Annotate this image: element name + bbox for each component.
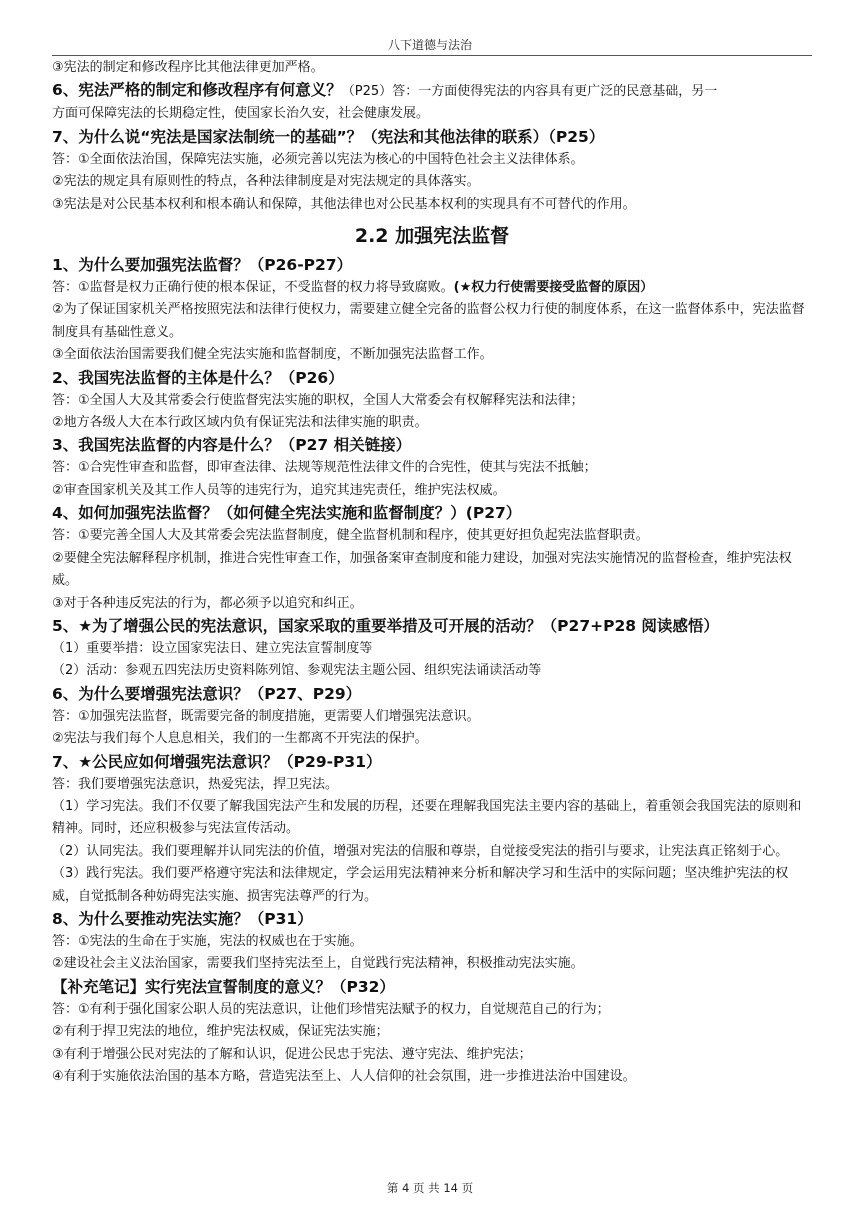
section-title: 2.2 加强宪法监督 (354, 225, 510, 248)
document-body (52, 57, 812, 1088)
header-divider (52, 55, 812, 56)
answer-line: ②宪法的规定具有原则性的特点，各种法律制度是对宪法规定的具体落实。 (52, 174, 480, 190)
question-heading: 7、为什么说“宪法是国家法制统一的基础”？（宪法和其他法律的联系）（P25） (52, 127, 605, 146)
answer-line: ②审查国家机关及其工作人员等的违宪行为，追究其违宪责任，维护宪法权威。 (52, 482, 506, 498)
page-number: 第 4 页 共 14 页 (386, 1181, 474, 1195)
answer-paragraph: （3）践行宪法。我们要严格遵守宪法和法律规定，学会运用宪法精神来分析和解决学习和生活中的实际问题；坚决维护宪法的权威，自觉抵制各种妨碍宪法实施、损害宪法尊严的行为。 (52, 866, 789, 904)
answer-line: ③有利于增强公民对宪法的了解和认识，促进公民忠于宪法、遵守宪法、维护宪法； (52, 1046, 532, 1062)
answer-line: 答：①宪法的生命在于实施，宪法的权威也在于实施。 (52, 933, 363, 949)
answer-line: ②建设社会主义法治国家，需要我们坚持宪法至上，自觉践行宪法精神，积极推动宪法实施。 (52, 956, 584, 972)
question-heading: 5、★为了增强公民的宪法意识，国家采取的重要举措及可开展的活动？（P27+P28 阅读感悟） (52, 616, 719, 635)
answer-line: ③全面依法治国需要我们健全宪法实施和监督制度，不断加强宪法监督工作。 (52, 347, 493, 363)
supplement-heading: 【补充笔记】实行宪法宣誓制度的意义？（P32） (52, 977, 395, 996)
answer-line: 答：①全国人大及其常委会行使监督宪法实施的职权，全国人大常委会有权解释宪法和法律； (52, 392, 584, 408)
answer-line: （2）活动：参观五四宪法历史资料陈列馆、参观宪法主题公园、组织宪法诵读活动等 (52, 663, 542, 679)
answer-line: ③对于各种违反宪法的行为，都必须予以追究和纠正。 (52, 595, 363, 611)
answer-line (52, 277, 812, 299)
answer-line: 答：我们要增强宪法意识，热爱宪法，捍卫宪法。 (52, 776, 339, 792)
question-heading: 6、为什么要增强宪法意识？（P27、P29） (52, 684, 362, 703)
question-title: 6、宪法严格的制定和修改程序有何意义？ (52, 81, 342, 100)
answer-line: 答：①有利于强化国家公职人员的宪法意识，让他们珍惜宪法赋予的权力，自觉规范自己的行为； (52, 1001, 610, 1017)
answer-paragraph: ②为了保证国家机关严格按照宪法和法律行使权力，需要建立健全完备的监督公权力行使的制度体系，在这一监督体系中，宪法监督制度具有基础性意义。 (52, 302, 805, 340)
page-reference: （P25） (341, 84, 393, 100)
question-heading: 1、为什么要加强宪法监督？（P26-P27） (52, 256, 353, 275)
answer-line: ④有利于实施依法治国的基本方略，营造宪法至上、人人信仰的社会氛围，进一步推进法治中国建设。 (52, 1069, 636, 1084)
question-heading (52, 79, 812, 103)
question-heading: 2、我国宪法监督的主体是什么？（P26） (52, 368, 344, 387)
answer-line: 答：①要完善全国人大及其常委会宪法监督制度，健全监督机制和程序，使其更好担负起宪法监督职责。 (52, 528, 649, 544)
question-heading: 8、为什么要推动宪法实施？（P31） (52, 909, 313, 928)
question-heading: 7、★公民应如何增强宪法意识？（P29-P31） (52, 752, 382, 771)
page-header: 八下道德与法治 (387, 38, 472, 52)
question-heading: 4、如何加强宪法监督？（如何健全宪法实施和监督制度？）(P27） (52, 504, 522, 523)
answer-line: 答：①合宪性审查和监督，即审查法律、法规等规范性法律文件的合宪性，使其与宪法不抵触； (52, 460, 597, 476)
answer-line: （1）重要举措：设立国家宪法日、建立宪法宣誓制度等 (52, 640, 373, 656)
answer-text: 答：一方面使得宪法的内容具有更广泛的民意基础，另一 (392, 84, 718, 100)
answer-text: 方面可保障宪法的长期稳定性，使国家长治久安，社会健康发展。 (52, 106, 430, 122)
answer-line: 答：①加强宪法监督，既需要完备的制度措施，更需要人们增强宪法意识。 (52, 708, 480, 724)
answer-text: 答：①监督是权力正确行使的根本保证，不受监督的权力将导致腐败。 (52, 280, 454, 296)
answer-paragraph: （2）认同宪法。我们要理解并认同宪法的价值，增强对宪法的信服和尊崇，自觉接受宪法的指引与要求，让宪法真正铭刻于心。 (52, 843, 789, 859)
answer-paragraph: （1）学习宪法。我们不仅要了解我国宪法产生和发展的历程，还要在理解我国宪法主要内容的基础上，着重领会我国宪法的原则和精神。同时，还应积极参与宪法宣传活动。 (52, 798, 802, 837)
list-item: ③宪法的制定和修改程序比其他法律更加严格。 (52, 60, 324, 75)
answer-line: ②宪法与我们每个人息息相关，我们的一生都离不开宪法的保护。 (52, 731, 428, 747)
answer-line: ③宪法是对公民基本权利和根本确认和保障，其他法律也对公民基本权利的实现具有不可替代的作用。 (52, 196, 636, 212)
question-heading: 3、我国宪法监督的内容是什么？（P27 相关链接） (52, 436, 412, 455)
answer-line: ②有利于捍卫宪法的地位，维护宪法权威，保证宪法实施； (52, 1024, 389, 1040)
answer-line: 答：①全面依法治国，保障宪法实施，必须完善以宪法为核心的中国特色社会主义法律体系。 (52, 151, 584, 167)
answer-paragraph: ②要健全宪法解释程序机制，推进合宪性审查工作，加强备案审查制度和能力建设，加强对宪法实施情况的监督检查，维护宪法权威。 (52, 550, 792, 589)
emphasis-note: (★权力行使需要接受监督的原因） (453, 280, 654, 296)
answer-line: ②地方各级人大在本行政区域内负有保证宪法和法律实施的职责。 (52, 415, 428, 431)
